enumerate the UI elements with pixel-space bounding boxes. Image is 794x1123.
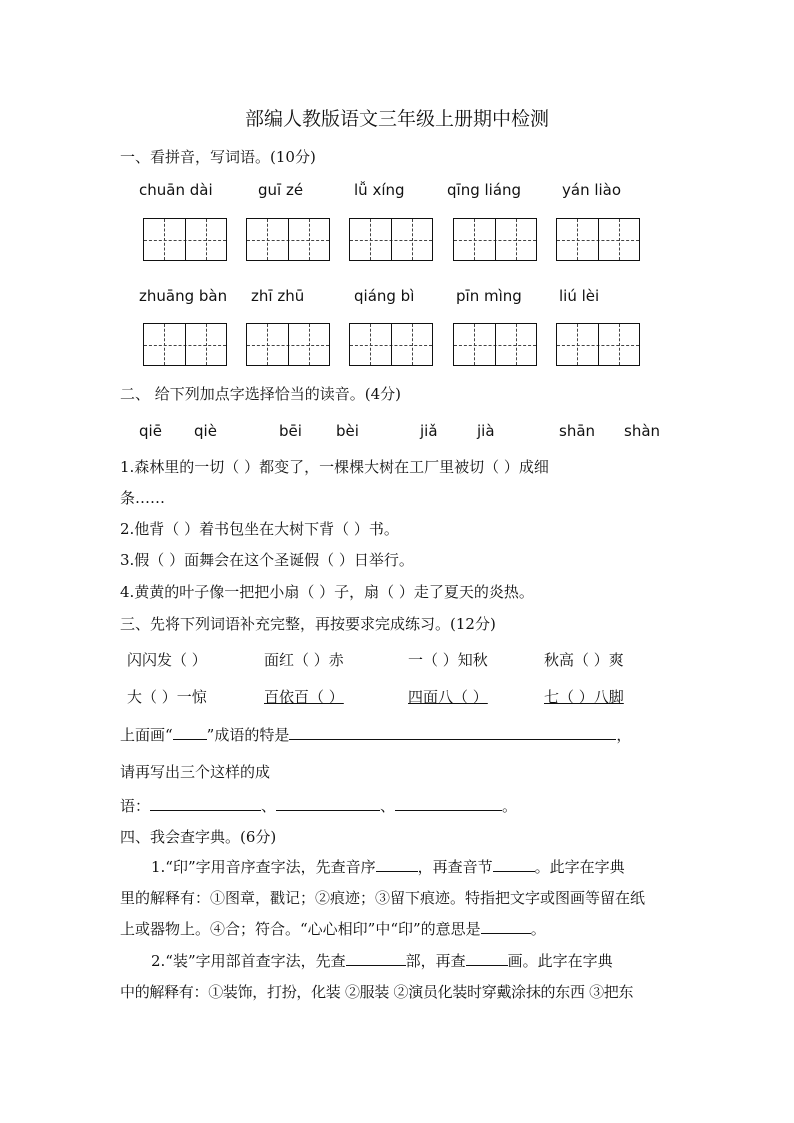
pinyin-7: zhī zhū [251, 287, 305, 305]
reading-option: shàn [624, 422, 661, 440]
idiom-answer-line [120, 795, 517, 816]
dict-q2-line1 [151, 950, 613, 971]
text: ，再查音节 [417, 858, 493, 876]
answer-blank[interactable] [376, 870, 418, 872]
line-end: ， [616, 726, 632, 744]
writing-grid[interactable] [453, 218, 537, 261]
question-3: 3.假（ ）面舞会在这个圣诞假（ ）日举行。 [120, 551, 414, 569]
idiom-item: 一（ ）知秋 [408, 651, 488, 669]
writing-grid[interactable] [556, 218, 640, 261]
line-prefix: 语： [120, 797, 151, 815]
separator: 、 [261, 797, 277, 815]
writing-grid[interactable] [349, 218, 433, 261]
line-mid: ”成语的特是 [206, 726, 290, 744]
text: 1.“印”字用音序查字法，先查音序 [151, 858, 376, 876]
dict-q1-line1 [151, 856, 625, 877]
idiom-item: 闪闪发（ ） [127, 651, 207, 669]
reading-option: shān [559, 422, 596, 440]
instruction-line: 请再写出三个这样的成 [120, 763, 271, 781]
question-1-cont: 条…… [120, 489, 166, 507]
dict-q1-line2: 里的解释有：①图章，戳记；②痕迹；③留下痕迹。特指把文字或图画等留在纸 [120, 889, 646, 907]
pinyin-9: pīn mìng [456, 287, 522, 305]
pinyin-1: chuān dài [139, 181, 213, 199]
reading-option: qiè [194, 422, 217, 440]
section-3-heading: 三、先将下列词语补充完整，再按要求完成练习。(12分) [120, 615, 496, 633]
text: 2.“装”字用部首查字法，先查 [151, 952, 346, 970]
pinyin-5: yán liào [562, 181, 622, 199]
answer-blank[interactable] [173, 738, 207, 740]
question-2: 2.他背（ ）着书包坐在大树下背（ ）书。 [120, 520, 399, 538]
reading-option: bēi [279, 422, 302, 440]
answer-blank[interactable] [276, 809, 380, 811]
writing-grid[interactable] [349, 323, 433, 366]
text: 画。此字在字典 [507, 952, 613, 970]
writing-grid[interactable] [556, 323, 640, 366]
section-4-heading: 四、我会查字典。(6分) [120, 828, 277, 846]
idiom-item-underlined: 百依百（ ） [264, 688, 344, 706]
pinyin-4: qīng liáng [447, 181, 522, 199]
writing-grid[interactable] [453, 323, 537, 366]
answer-blank[interactable] [481, 932, 531, 934]
idiom-item: 大（ ）一惊 [127, 688, 207, 706]
question-1: 1.森林里的一切（ ）都变了，一棵棵大树在工厂里被切（ ）成细 [120, 458, 549, 476]
writing-grid[interactable] [246, 218, 330, 261]
dict-q1-line3 [120, 918, 546, 939]
reading-option: jiǎ [420, 422, 438, 440]
idiom-item: 秋高（ ）爽 [544, 651, 624, 669]
idiom-item-underlined: 四面八（ ） [408, 688, 488, 706]
text: 部，再查 [405, 952, 466, 970]
answer-blank[interactable] [466, 964, 508, 966]
pinyin-10: liú lèi [559, 287, 600, 305]
separator: 、 [380, 797, 396, 815]
line-prefix: 上面画“ [120, 726, 173, 744]
answer-blank[interactable] [493, 870, 535, 872]
question-4: 4.黄黄的叶子像一把把小扇（ ）子，扇（ ）走了夏天的炎热。 [120, 583, 534, 601]
text: 。 [530, 920, 546, 938]
pinyin-6: zhuāng bàn [139, 287, 228, 305]
page-title: 部编人教版语文三年级上册期中检测 [244, 108, 549, 130]
text: 。此字在字典 [534, 858, 625, 876]
reading-option: jià [477, 422, 495, 440]
line-end: 。 [502, 797, 518, 815]
idiom-feature-line [120, 724, 631, 745]
idiom-item: 面红（ ）赤 [264, 651, 344, 669]
answer-blank[interactable] [346, 964, 406, 966]
answer-blank[interactable] [289, 738, 616, 740]
writing-grid[interactable] [143, 218, 227, 261]
section-2-heading: 二、 给下列加点字选择恰当的读音。(4分) [120, 385, 402, 403]
dict-q2-line2: 中的解释有：①装饰，打扮，化装 ②服装 ②演员化装时穿戴涂抹的东西 ③把东 [120, 983, 634, 1001]
writing-grid[interactable] [143, 323, 227, 366]
reading-option: qiē [139, 422, 162, 440]
pinyin-3: lǚ xíng [354, 181, 405, 199]
text: 上或器物上。④合；符合。“心心相印”中“印”的意思是 [120, 920, 481, 938]
answer-blank[interactable] [150, 809, 261, 811]
pinyin-8: qiáng bì [354, 287, 415, 305]
reading-option: bèi [336, 422, 359, 440]
idiom-item-underlined: 七（ ）八脚 [544, 688, 624, 706]
writing-grid[interactable] [246, 323, 330, 366]
answer-blank[interactable] [395, 809, 502, 811]
section-1-heading: 一、看拼音，写词语。(10分) [120, 148, 316, 166]
pinyin-2: guī zé [258, 181, 304, 199]
